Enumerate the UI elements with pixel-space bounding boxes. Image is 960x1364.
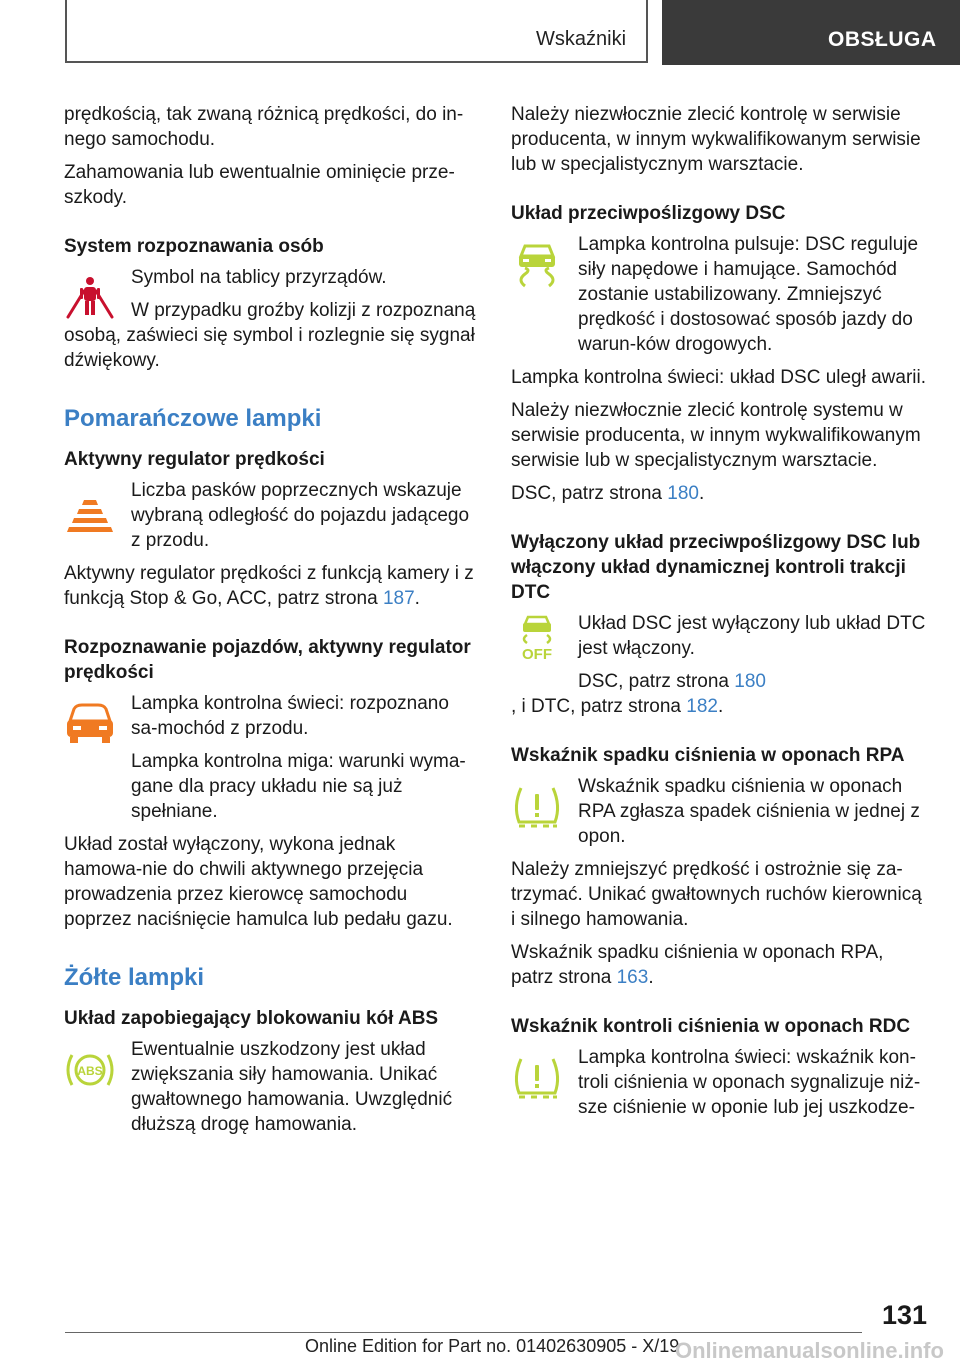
abs-warning-icon bbox=[64, 1047, 116, 1093]
section-heading-vehicle-detection: Rozpoznawanie pojazdów, aktywny regulator prędkości bbox=[64, 637, 471, 683]
acc-item bbox=[64, 478, 478, 553]
right-column bbox=[511, 102, 929, 1128]
watermark: Onlinemanualsonline.info bbox=[675, 1338, 944, 1363]
rpa-item bbox=[511, 774, 929, 849]
page-link-163[interactable]: 163 bbox=[616, 967, 649, 988]
section-heading-acc: Aktywny regulator prędkości bbox=[64, 449, 325, 470]
section-heading-abs: Układ zapobiegający blokowaniu kół ABS bbox=[64, 1008, 439, 1029]
tire-pressure-icon bbox=[511, 784, 563, 830]
person-warning-item bbox=[64, 265, 478, 290]
paragraph: Lampka kontrolna świeci: układ DSC uległ awarii. bbox=[511, 367, 927, 388]
dsc-skid-icon bbox=[511, 242, 563, 288]
paragraph: W przypadku groźby kolizji z rozpoznaną osobą, zaświeci się symbol i rozlegnie się sygnał dźwiękowy. bbox=[64, 300, 476, 371]
page-link-180[interactable]: 180 bbox=[667, 483, 699, 504]
paragraph: Liczba pasków poprzecznych wskazuje wybraną odległość do pojazdu jadącego z przodu. bbox=[131, 480, 470, 551]
section-title-orange-lamps: Pomarańczowe lampki bbox=[64, 405, 322, 432]
paragraph: DSC, patrz strona 180 bbox=[578, 671, 766, 692]
section-heading-dsc: Układ przeciwpoślizgowy DSC bbox=[511, 203, 786, 224]
pedestrian-warning-icon bbox=[64, 275, 116, 321]
dsc-off-icon bbox=[511, 615, 563, 661]
abs-item bbox=[64, 1037, 478, 1137]
paragraph: Należy niezwłocznie zlecić kontrolę w serwisie producenta, w innym wykwalifikowanym serwisie lub w specjalistycznym warsztacie. bbox=[511, 104, 921, 175]
section-heading-dtc: Wyłączony układ przeciwpoślizgowy DSC lub włączony układ dynamicznej kontroli trakcji DTC bbox=[511, 532, 921, 603]
svg-text:ABS: ABS bbox=[77, 1064, 103, 1078]
paragraph: Należy zmniejszyć prędkość i ostrożnie się za-trzymać. Unikać gwałtownych ruchów kierownicą i silnego hamowania. bbox=[511, 859, 922, 930]
paragraph: Zahamowania lub ewentualnie ominięcie prze-szkody. bbox=[64, 162, 455, 208]
footer-divider bbox=[65, 1332, 862, 1333]
paragraph: Lampka kontrolna miga: warunki wyma-gane dla pracy układu nie są już spełniane. bbox=[131, 751, 466, 822]
paragraph: Lampka kontrolna świeci: rozpoznano sa-mochód z przodu. bbox=[131, 693, 449, 739]
page-link-187[interactable]: 187 bbox=[382, 588, 415, 609]
paragraph: Wskaźnik spadku ciśnienia w oponach RPA, patrz strona 163. bbox=[511, 942, 884, 988]
section-heading-rpa: Wskaźnik spadku ciśnienia w oponach RPA bbox=[511, 745, 905, 766]
paragraph: prędkością, tak zwaną różnicą prędkości, do in-nego samochodu. bbox=[64, 104, 464, 150]
footer-edition: Online Edition for Part no. 01402630905 - X/19 bbox=[305, 1336, 680, 1356]
svg-text:OFF: OFF bbox=[522, 646, 552, 661]
left-column bbox=[64, 102, 478, 1145]
paragraph: , i DTC, patrz strona 182. bbox=[511, 696, 724, 717]
header-chapter-tab bbox=[662, 0, 960, 65]
paragraph: Symbol na tablicy przyrządów. bbox=[131, 267, 387, 288]
car-front-icon bbox=[64, 701, 116, 747]
rdc-item bbox=[511, 1045, 929, 1120]
page-number: 131 bbox=[882, 1300, 928, 1330]
paragraph: Lampka kontrolna świeci: wskaźnik kon-troli ciśnienia w oponach sygnalizuje niż-sze ciśnienie w oponie lub jej uszkodze- bbox=[578, 1047, 921, 1118]
distance-bars-icon bbox=[64, 488, 116, 534]
header-chapter-label: OBSŁUGA bbox=[828, 28, 937, 51]
paragraph: Wskaźnik spadku ciśnienia w oponach RPA zgłasza spadek ciśnienia w jednej z opon. bbox=[578, 776, 920, 847]
page-link-182[interactable]: 182 bbox=[686, 696, 718, 717]
header-section-title: Wskaźniki bbox=[536, 28, 627, 50]
dtc-item bbox=[511, 611, 929, 694]
paragraph: Układ został wyłączony, wykona jednak hamowa-nie do chwili aktywnego przejęcia prowadzenia przez kierowcę samochodu poprzez naciśnięcie hamulca lub pedału gazu. bbox=[64, 834, 453, 930]
tire-pressure-icon bbox=[511, 1055, 563, 1101]
section-heading-person-detection: System rozpoznawania osób bbox=[64, 236, 324, 257]
section-title-yellow-lamps: Żółte lampki bbox=[64, 964, 205, 991]
paragraph: DSC, patrz strona 180. bbox=[511, 483, 705, 504]
section-heading-rdc: Wskaźnik kontroli ciśnienia w oponach RDC bbox=[511, 1016, 911, 1037]
paragraph: Aktywny regulator prędkości z funkcją kamery i z funkcją Stop & Go, ACC, patrz strona 187. bbox=[64, 563, 474, 609]
paragraph: Należy niezwłocznie zlecić kontrolę systemu w serwisie producenta, w innym wykwalifikowanym serwisie lub w specjalistycznym warsztacie. bbox=[511, 400, 921, 471]
vehicle-detection-item bbox=[64, 691, 478, 824]
paragraph: Lampka kontrolna pulsuje: DSC reguluje siły napędowe i hamujące. Samochód zostanie ustabilizowany. Zmniejszyć prędkość i dostosować sposób jazdy do warun-ków drogowych. bbox=[578, 234, 919, 355]
paragraph: Układ DSC jest wyłączony lub układ DTC jest włączony. bbox=[578, 613, 926, 659]
page-link-180[interactable]: 180 bbox=[734, 671, 766, 692]
dsc-item bbox=[511, 232, 929, 357]
paragraph: Ewentualnie uszkodzony jest układ zwiększania siły hamowania. Unikać gwałtownego hamowania. Uwzględnić dłuższą drogę hamowania. bbox=[131, 1039, 453, 1135]
